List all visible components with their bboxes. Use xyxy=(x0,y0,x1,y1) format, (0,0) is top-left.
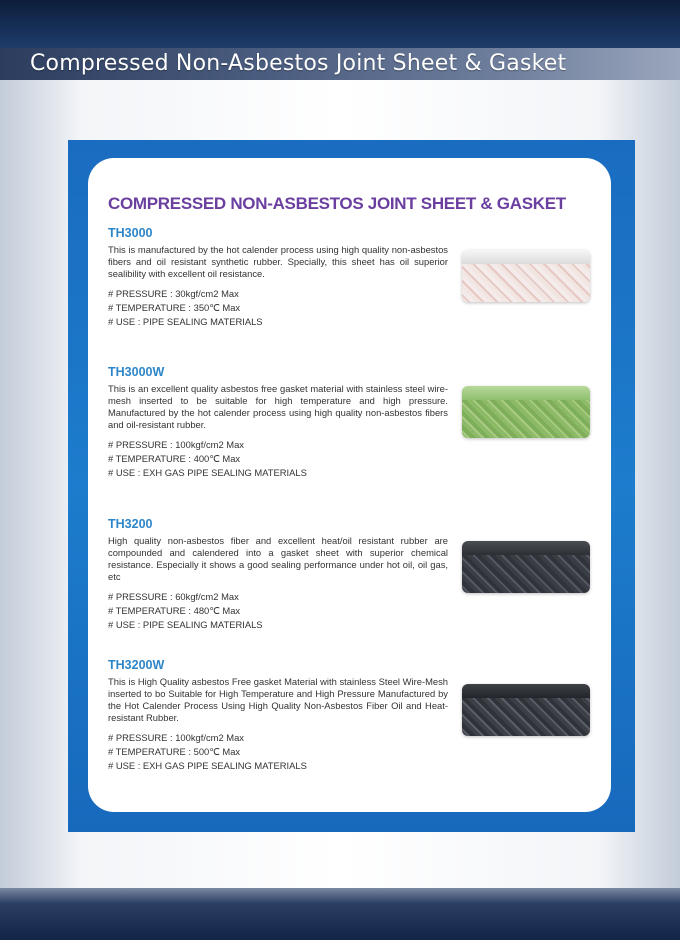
spec-temperature: # TEMPERATURE : 500℃ Max xyxy=(108,746,241,757)
spec-pressure: # PRESSURE : 30kgf/cm2 Max xyxy=(108,288,239,299)
top-band xyxy=(0,0,680,50)
product-th3000w xyxy=(108,365,448,480)
product-code: TH3200W xyxy=(108,658,165,672)
product-th3000 xyxy=(108,226,448,329)
spec-temperature: # TEMPERATURE : 400℃ Max xyxy=(108,453,241,464)
spec-use: # USE : EXH GAS PIPE SEALING MATERIALS xyxy=(108,467,307,478)
spec-pressure: # PRESSURE : 100kgf/cm2 Max xyxy=(108,732,244,743)
brochure-heading: COMPRESSED NON-ASBESTOS JOINT SHEET & GASKET xyxy=(108,194,566,213)
product-th3200w xyxy=(108,658,448,773)
product-code: TH3000W xyxy=(108,365,165,379)
brochure-card xyxy=(88,158,611,812)
brochure-image xyxy=(68,140,635,832)
spec-pressure: # PRESSURE : 60kgf/cm2 Max xyxy=(108,591,239,602)
page-title: Compressed Non-Asbestos Joint Sheet & Gasket xyxy=(30,51,567,76)
spec-use: # USE : PIPE SEALING MATERIALS xyxy=(108,619,263,630)
product-th3200 xyxy=(108,517,448,632)
product-description: This is an excellent quality asbestos free gasket material with stainless steel wire-mesh inserted to be suitable for high temperature and high pressure. Manufactured by the hot calender process using high quality non-asbestos fibers and oil-resistant rubber. xyxy=(108,383,448,430)
spec-use: # USE : EXH GAS PIPE SEALING MATERIALS xyxy=(108,760,307,771)
product-description: High quality non-asbestos fiber and excellent heat/oil resistant rubber are compounded and calendered into a gasket sheet with superior chemical resistance. Especially it shows a good sealing performance under hot oil, oil gas, etc xyxy=(108,535,448,582)
gasket-sheet-green-icon xyxy=(462,386,590,438)
product-code: TH3200 xyxy=(108,517,153,531)
bottom-band xyxy=(0,888,680,940)
spec-temperature: # TEMPERATURE : 350℃ Max xyxy=(108,302,241,313)
spec-use: # USE : PIPE SEALING MATERIALS xyxy=(108,316,263,327)
product-description: This is High Quality asbestos Free gasket Material with stainless Steel Wire-Mesh inserted to bo Suitable for High Temperature and High Pressure Manufactured by the Hot Calender Process Using High Quality Non-Asbestos Fiber Oil and Heat-resistant Rubber. xyxy=(108,676,448,723)
gasket-sheet-black-mesh-icon xyxy=(462,684,590,736)
product-specs xyxy=(108,438,448,480)
product-code: TH3000 xyxy=(108,226,153,240)
spec-pressure: # PRESSURE : 100kgf/cm2 Max xyxy=(108,439,244,450)
product-specs xyxy=(108,287,448,329)
title-bar xyxy=(0,48,680,81)
spec-temperature: # TEMPERATURE : 480℃ Max xyxy=(108,605,241,616)
product-description: This is manufactured by the hot calender process using high quality non-asbestos fibers and oil resistant synthetic rubber. Specially, this sheet has oil superior sealibility with excellent oil resistance. xyxy=(108,244,448,279)
product-specs xyxy=(108,731,448,773)
gasket-sheet-white-red-icon xyxy=(462,250,590,302)
gasket-sheet-black-icon xyxy=(462,541,590,593)
product-specs xyxy=(108,590,448,632)
